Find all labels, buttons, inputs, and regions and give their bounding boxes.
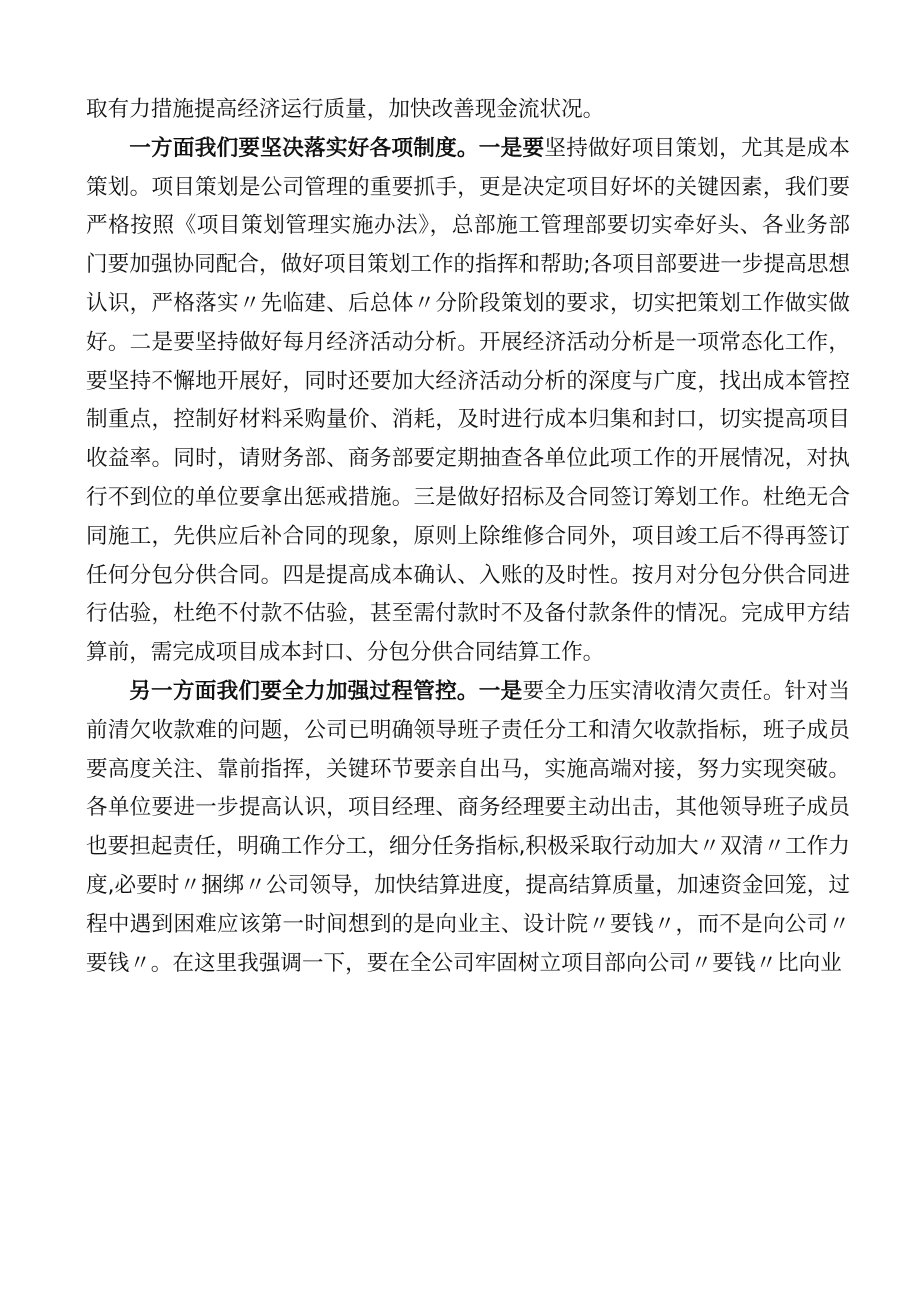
paragraph-2 [86, 130, 850, 673]
paragraph-1: 取有力措施提高经济运行质量，加快改善现金流状况。 [86, 97, 605, 122]
paragraph-3-lead: 另一方面我们要全力加强过程管控。一是 [129, 678, 523, 704]
paragraph-3-body: 要全力压实清收清欠责任。针对当前清欠收款难的问题，公司已明确领导班子责任分工和清欠收款指标，班子成员要高度关注、靠前指挥，关键环节要亲自出马，实施高端对接，努力实现突破。各单位要进一步提高认识，项目经理、商务经理要主动出击，其他领导班子成员也要担起责任，明确工作分工，细分任务指标,积极采取行动加大〃双清〃工作力度,必要时〃捆绑〃公司领导，加快结算进度，提高结算质量，加速资金回笼，过程中遇到困难应该第一时间想到的是向业主、设计院〃要钱〃，而不是向公司〃要钱〃。在这里我强调一下，要在全公司牢固树立项目部向公司〃要钱〃比向业 [86, 678, 850, 976]
paragraph-2-lead: 一方面我们要坚决落实好各项制度。一是要 [129, 135, 545, 161]
paragraph-2-body: 坚持做好项目策划，尤其是成本策划。项目策划是公司管理的重要抓手，更是决定项目好坏的关键因素，我们要严格按照《项目策划管理实施办法》，总部施工管理部要切实牵好头、各业务部门要加强协同配合，做好项目策划工作的指挥和帮助;各项目部要进一步提高思想认识，严格落实〃先临建、后总体〃分阶段策划的要求，切实把策划工作做实做好。二是要坚持做好每月经济活动分析。开展经济活动分析是一项常态化工作，要坚持不懈地开展好，同时还要加大经济活动分析的深度与广度，找出成本管控制重点，控制好材料采购量价、消耗，及时进行成本归集和封口，切实提高项目收益率。同时，请财务部、商务部要定期抽查各单位此项工作的开展情况，对执行不到位的单位要拿出惩戒措施。三是做好招标及合同签订筹划工作。杜绝无合同施工，先供应后补合同的现象，原则上除维修合同外，项目竣工后不得再签订任何分包分供合同。四是提高成本确认、入账的及时性。按月对分包分供合同进行估验，杜绝不付款不估验，甚至需付款时不及备付款条件的情况。完成甲方结算前，需完成项目成本封口、分包分供合同结算工作。 [86, 135, 850, 666]
paragraph-3 [86, 673, 850, 983]
document-page [86, 91, 850, 983]
